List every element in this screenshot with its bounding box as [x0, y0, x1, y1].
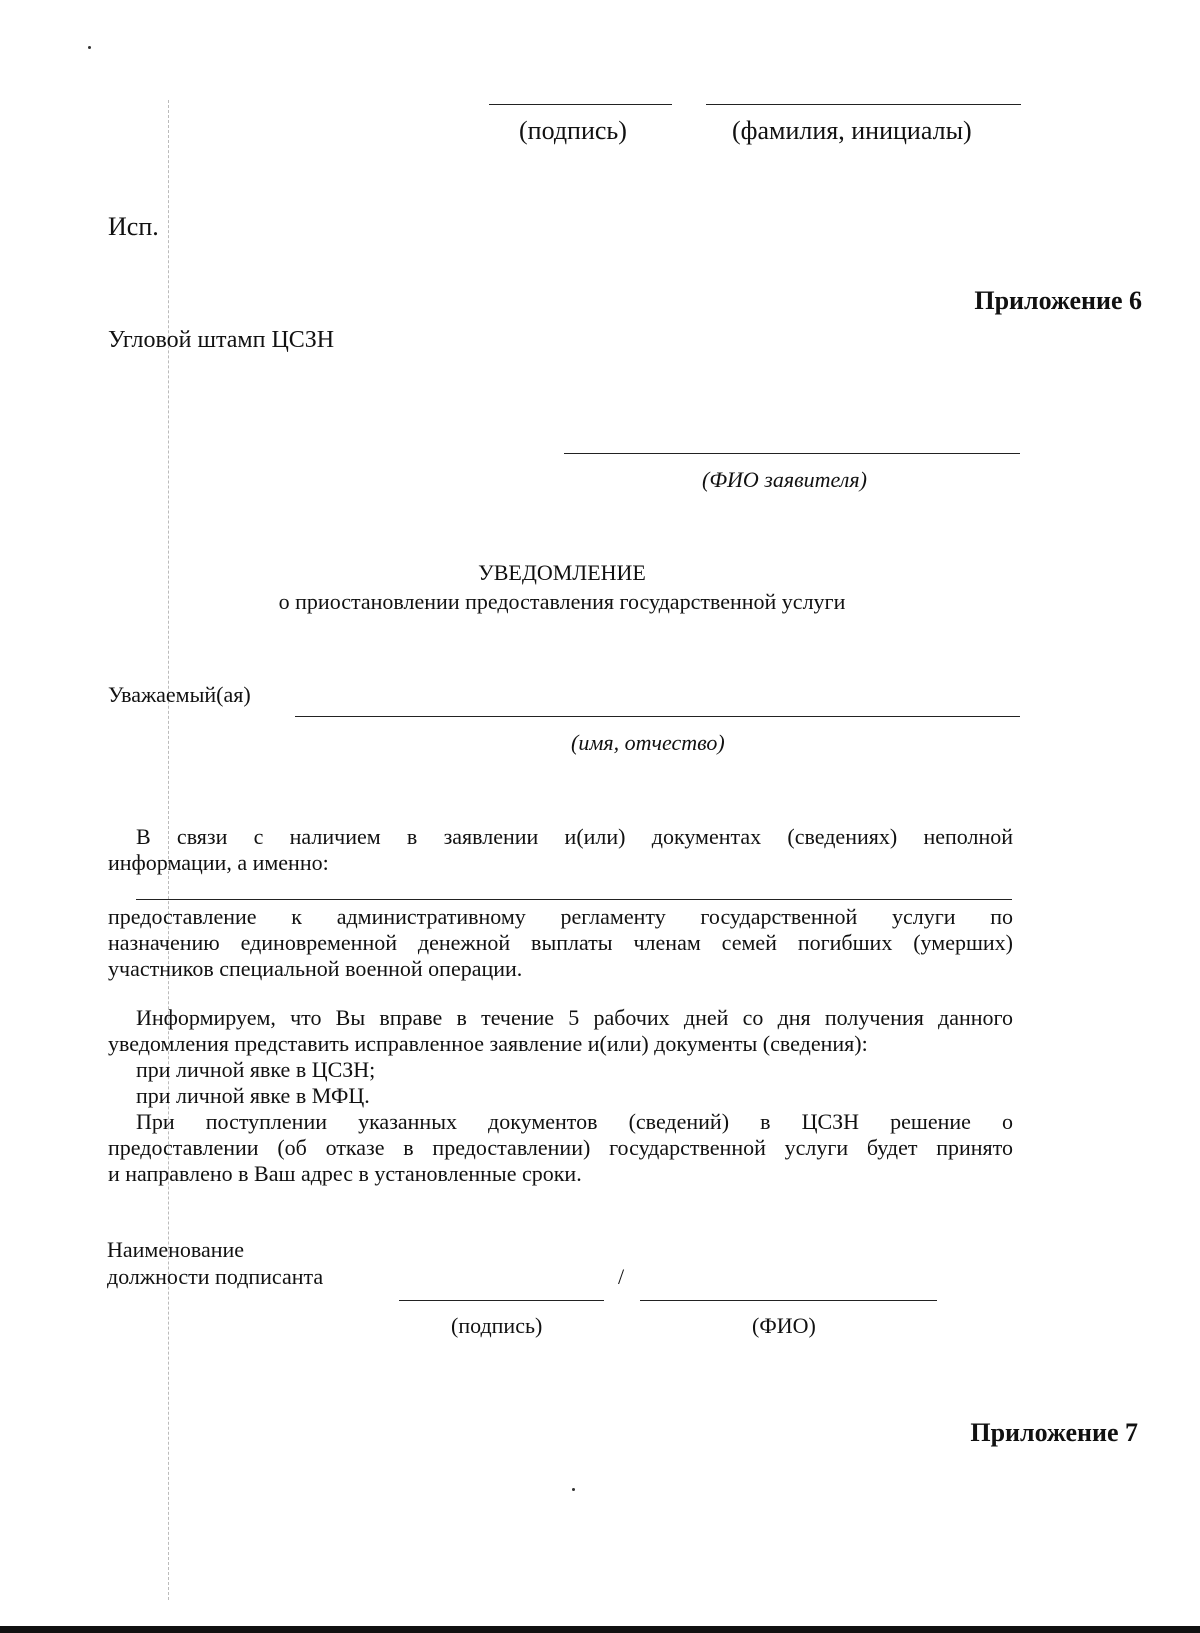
top-signature-line	[489, 104, 672, 105]
signatory-name-line	[640, 1300, 937, 1301]
signatory-name-caption: (ФИО)	[752, 1313, 816, 1338]
appendix-6-heading: Приложение 6	[974, 286, 1142, 315]
paragraph-intro: В связи с наличием в заявлении и(или) документах (сведениях) неполной информации, а именно:	[108, 824, 1013, 875]
paragraph-reason: предоставление к административному регламенту государственной услуги по назначению единовременной денежной выплаты членам семей погибших (умерших) участников специальной военной операции.	[108, 904, 1013, 981]
missing-info-line	[136, 899, 1012, 900]
applicant-name-line	[564, 453, 1020, 454]
salutation-caption: (имя, отчество)	[571, 730, 725, 755]
scan-edge	[0, 1626, 1200, 1633]
signatory-signature-caption: (подпись)	[451, 1313, 543, 1338]
scan-dot	[88, 46, 91, 49]
top-name-caption: (фамилия, инициалы)	[732, 116, 972, 145]
notice-subtitle: о приостановлении предоставления государственной услуги	[278, 589, 846, 614]
corner-stamp-label: Угловой штамп ЦСЗН	[108, 327, 335, 353]
scan-dot	[572, 1488, 575, 1491]
signatory-label-2: должности подписанта	[107, 1264, 324, 1289]
applicant-caption: (ФИО заявителя)	[702, 467, 867, 492]
signatory-signature-line	[399, 1300, 604, 1301]
notice-title: УВЕДОМЛЕНИЕ	[478, 560, 646, 585]
top-name-line	[706, 104, 1021, 105]
appendix-7-heading: Приложение 7	[970, 1418, 1138, 1447]
salutation-line	[295, 716, 1020, 717]
salutation-label: Уважаемый(ая)	[108, 682, 251, 707]
option-mfc: при личной явке в МФЦ.	[136, 1083, 370, 1108]
signatory-label-1: Наименование	[107, 1237, 245, 1262]
signature-separator: /	[618, 1264, 625, 1289]
paragraph-inform: Информируем, что Вы вправе в течение 5 рабочих дней со дня получения данного уведомления представить исправленное заявление и(или) документы (сведения): при личной явке в ЦСЗН; при личной явке в МФЦ. При поступлении указанных документов (сведений) в ЦСЗН решение о предоставлении (об отказе в предоставлении) государственной услуги будет принято и направлено в Ваш адрес в установленные сроки.	[108, 1005, 1013, 1186]
executor-label: Исп.	[108, 212, 159, 241]
option-csszn: при личной явке в ЦСЗН;	[136, 1057, 376, 1082]
top-signature-caption: (подпись)	[519, 116, 627, 145]
